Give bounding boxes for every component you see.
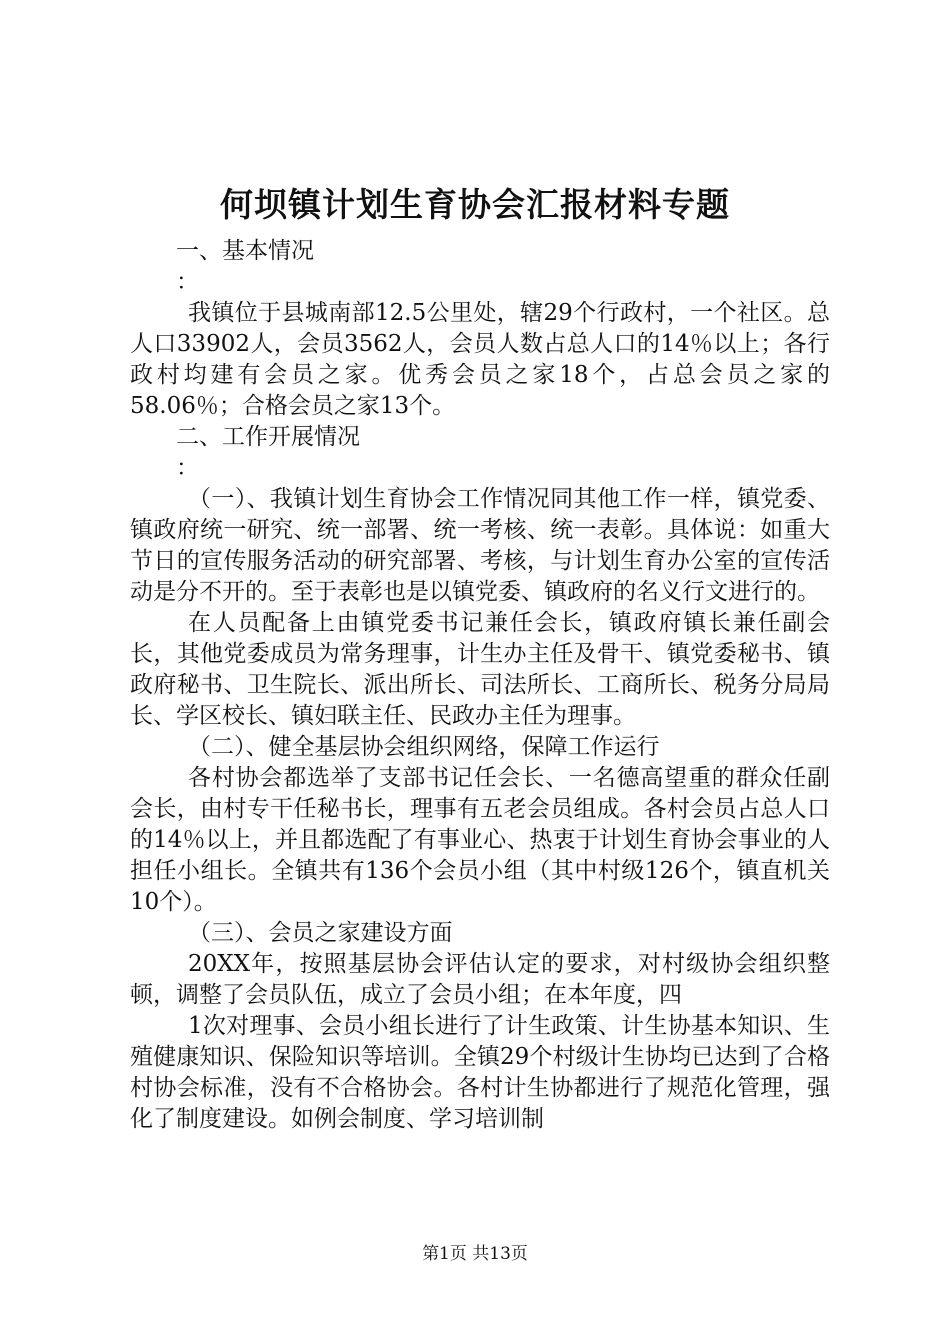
page-number: 第1页 共13页 [422, 1244, 528, 1264]
paragraph-staffing: 在人员配备上由镇党委书记兼任会长，镇政府镇长兼任副会长，其他党委成员为常务理事，计生办主任及骨干、镇党委秘书、镇政府秘书、卫生院长、派出所长、司法所长、工商所长、税务分局局长、学区校长、镇妇联主任、民政办主任为理事。 [130, 610, 830, 729]
subsection-heading-2: （二）、健全基层协会组织网络，保障工作运行 [188, 734, 660, 760]
document-body [130, 236, 830, 1135]
paragraph-training: 1次对理事、会员小组长进行了计生政策、计生协基本知识、生殖健康知识、保险知识等培训。全镇29个村级计生协均已达到了合格村协会标准，没有不合格协会。各村计生协都进行了规范化管理，强化了制度建设。如例会制度、学习培训制 [130, 1013, 830, 1132]
colon-line: ： [176, 269, 199, 295]
document-title: 何坝镇计划生育协会汇报材料专题 [220, 185, 730, 224]
colon-line: ： [176, 455, 199, 481]
section-heading-work: 二、工作开展情况 [176, 424, 360, 450]
paragraph-member-home: 20XX年，按照基层协会评估认定的要求，对村级协会组织整顿，调整了会员队伍，成立了会员小组；在本年度，四 [130, 951, 830, 1008]
subsection-heading-3: （三）、会员之家建设方面 [188, 920, 453, 946]
section-heading-basic: 一、基本情况 [176, 238, 314, 264]
paragraph-basic-situation: 我镇位于县城南部12.5公里处，辖29个行政村，一个社区。总人口33902人，会员3562人，会员人数占总人口的14％以上；各行政村均建有会员之家。优秀会员之家18个，占总会员之家的58.06％；合格会员之家13个。 [130, 300, 830, 419]
paragraph-village-associations: 各村协会都选举了支部书记任会长、一名德高望重的群众任副会长，由村专干任秘书长，理事有五老会员组成。各村会员占总人口的14％以上，并且都选配了有事业心、热衷于计划生育协会事业的人担任小组长。全镇共有136个会员小组（其中村级126个，镇直机关10个）。 [130, 765, 830, 915]
paragraph-subsection-1: （一）、我镇计划生育协会工作情况同其他工作一样，镇党委、镇政府统一研究、统一部署、统一考核、统一表彰。具体说：如重大节日的宣传服务活动的研究部署、考核，与计划生育办公室的宣传活动是分不开的。至于表彰也是以镇党委、镇政府的名义行文进行的。 [130, 486, 830, 605]
